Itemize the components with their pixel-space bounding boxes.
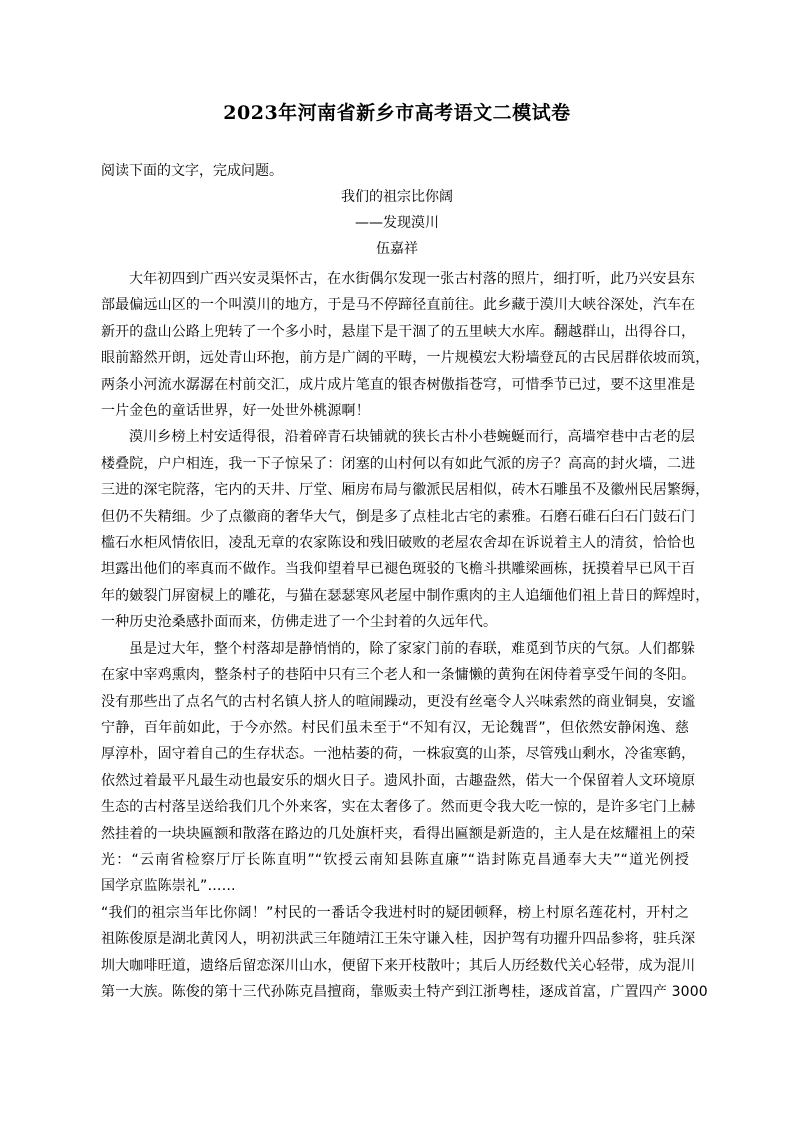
text-line: 坦露出他们的率真而不做作。当我仰望着早已褪色斑驳的飞檐斗拱雕梁画栋，抚摸着早已风干百 (101, 561, 696, 578)
text-line: 依然过着最平凡最生动也最安乐的烟火日子。遗风扑面，古趣盎然，偌大一个保留着人文环境原 (101, 772, 696, 789)
text-line: 楼叠院，户户相连，我一下子惊呆了：闭塞的山村何以有如此气派的房子？高高的封火墙，二进 (101, 455, 696, 472)
text-line: 眼前豁然开朗，远处青山环抱，前方是广阔的平畴，一片规模宏大粉墙登瓦的古民居群依坡而筑， (101, 350, 710, 367)
text-line: 国学京监陈崇礼”…… (101, 878, 236, 895)
text-line: 一种历史沧桑感扑面而来，仿佛走进了一个尘封着的久远年代。 (101, 614, 498, 631)
text-line: 漠川乡榜上村安适得很，沿着碎青石块铺就的狭长古朴小巷蜿蜒而行，高墙窄巷中古老的层 (129, 429, 695, 446)
text-line: 宁静，百年前如此，于今亦然。村民们虽未至于“不知有汉，无论魏晋”，但依然安静闲逸、慈 (101, 719, 689, 736)
paragraph-4 (101, 900, 708, 1006)
text-line: 没有那些出了点名气的古村名镇人挤人的喧闹躁动，更没有丝毫令人兴味索然的商业铜臭，安谧 (101, 693, 696, 710)
text-line: 新开的盘山公路上兜转了一个多小时，悬崖下是干涸了的五里峡大水库。翻越群山，出得谷口， (101, 323, 696, 340)
text-line: 两条小河流水潺潺在村前交汇，成片成片笔直的银杏树傲指苍穹，可惜季节已过，要不这里准是 (101, 376, 696, 393)
text-line: 部最偏远山区的一个叫漠川的地方，于是马不停蹄径直前往。此乡藏于漠川大峡谷深处，汽车在 (101, 297, 696, 314)
paragraph-3 (101, 636, 696, 900)
text-line: 但仍不失精细。少了点徽商的奢华大气，倒是多了点桂北古宅的素雅。石磨石碓石臼石门鼓石门 (101, 508, 696, 525)
document-title: 2023年河南省新乡市高考语文二模试卷 (223, 102, 571, 124)
text-line: 厚淳朴，固守着自己的生存状态。一池枯萎的荷，一株寂寞的山茶，尽管残山剩水，冷雀寒鹤， (101, 746, 696, 763)
paragraph-1 (101, 266, 710, 424)
text-line: 第一大族。陈俊的第十三代孙陈克昌擅商，靠贩卖土特产到江浙粤桂，逐成首富，广置四产 3000 (101, 983, 708, 1000)
text-line: 年的皴裂门屏窗棂上的雕花，与猫在瑟瑟寒风老屋中制作熏肉的主人追缅他们祖上昔日的辉煌时， (101, 587, 710, 604)
article-title: 我们的祖宗比你阔 (341, 189, 453, 205)
article-subtitle: ——发现漠川 (355, 215, 439, 231)
article-body (101, 266, 710, 1005)
text-line: 槛石水柜风情依旧，凌乱无章的农家陈设和残旧破败的老屋农舍却在诉说着主人的清贫，恰恰也 (101, 535, 696, 552)
text-line: 光：“云南省检察厅厅长陈直明”“钦授云南知县陈直廉”“诰封陈克昌通奉大夫”“道光例授 (101, 851, 689, 868)
text-line: 三进的深宅院落，宅内的天井、厅堂、厢房布局与徽派民居相似，砖木石雕虽不及徽州民居繁缛， (101, 482, 710, 499)
text-line: 在家中宰鸡熏肉，整条村子的巷陌中只有三个老人和一条慵懒的黄狗在闲侍着享受午间的冬阳。 (101, 667, 696, 684)
text-line: 一片金色的童话世界，好一处世外桃源啊！ (101, 403, 370, 420)
text-line: “我们的祖宗当年比你阔！”村民的一番话令我进村时的疑团顿释，榜上村原名莲花村，开村之 (101, 904, 689, 921)
text-line: 生态的古村落呈送给我们几个外来客，实在太奢侈了。然而更令我大吃一惊的，是许多宅门上赫 (101, 799, 696, 816)
text-line: 虽是过大年，整个村落却是静悄悄的，除了家家门前的春联，难觅到节庆的气氛。人们都躲 (129, 640, 695, 657)
reading-instruction: 阅读下面的文字，完成问题。 (101, 163, 283, 179)
article-author: 伍嘉祥 (376, 241, 418, 257)
paragraph-2 (101, 424, 710, 635)
text-line: 圳大咖啡旺道，遗络后留恋深川山水，便留下来开枝散叶；其后人历经数代关心轻带，成为混川 (101, 957, 696, 974)
text-line: 然挂着的一块块匾额和散落在路边的几处旗杆夹，看得出匾额是新造的，主人是在炫耀祖上的荣 (101, 825, 696, 842)
text-line: 祖陈俊原是湖北黄冈人，明初洪武三年随靖江王朱守谦入桂，因护驾有功擢升四品参将，驻兵深 (101, 931, 696, 948)
text-line: 大年初四到广西兴安灵渠怀古，在水街偶尔发现一张古村落的照片，细打听，此乃兴安县东 (129, 271, 695, 287)
